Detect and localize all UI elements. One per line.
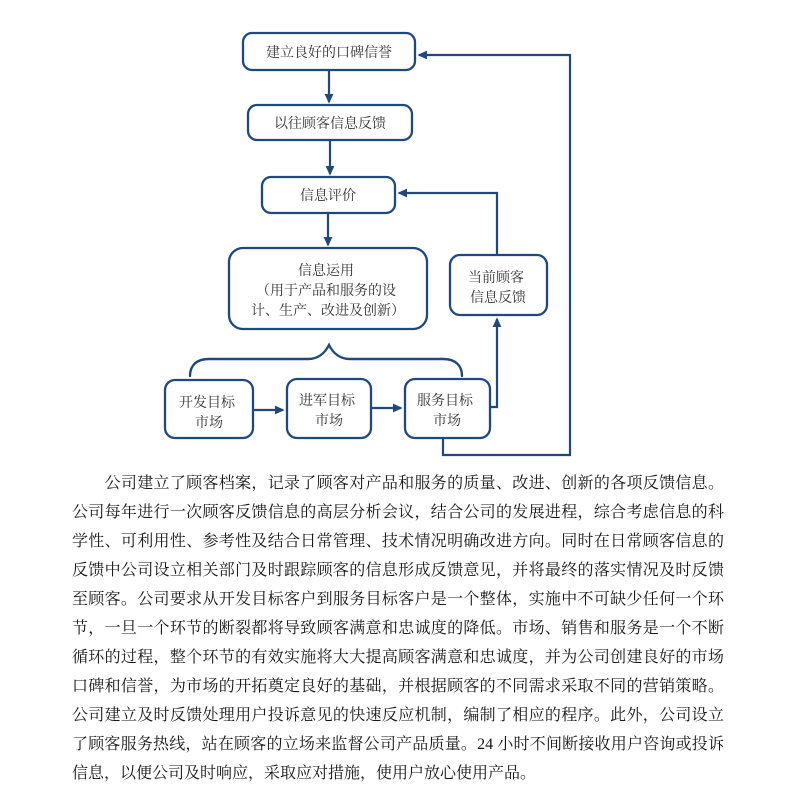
node-serve-market-box [405, 379, 490, 438]
node-past-feedback [248, 105, 412, 140]
node-evaluation [262, 177, 395, 213]
paragraph-line: 节，一旦一个环节的断裂都将导致顾客满意和忠诚度的降低。市场、销售和服务是一个不断 [72, 620, 724, 637]
paragraph-line: 学性、可利用性、参考性及结合日常管理、技术情况明确改进方向。同时在日常顾客信息的 [72, 533, 724, 550]
node-enter-market-box [287, 379, 371, 438]
node-evaluation-label: 信息评价 [300, 187, 356, 203]
node-current-feedback-box [450, 255, 547, 315]
paragraph-line: 了顾客服务热线，站在顾客的立场来监督公司产品质量。24 小时不间断接收用户咨询或投诉 [72, 736, 724, 753]
node-develop-market-label: 开发目标 市场 [179, 394, 236, 430]
node-serve-market-label: 服务目标 市场 [417, 392, 474, 428]
node-past-feedback-label: 以往顾客信息反馈 [274, 115, 386, 131]
node-usage [229, 248, 427, 329]
node-serve-market [405, 379, 490, 438]
paragraph-line: 信息，以便公司及时响应，采取应对措施，使用户放心使用产品。 [72, 765, 537, 782]
node-develop-market [165, 380, 253, 438]
arrow-current-feedback-to-evaluation [399, 193, 497, 255]
grouping-brace [190, 345, 462, 376]
paragraph-line: 反馈中公司设立相关部门及时跟踪顾客的信息形成反馈意见，并将最终的落实情况及时反馈 [72, 562, 724, 579]
node-enter-market [287, 379, 371, 438]
node-enter-market-label: 进军目标 市场 [299, 392, 356, 428]
paragraph-line: 口碑和信誉，为市场的开拓奠定良好的基础，并根据顾客的不同需求采取不同的营销策略。 [72, 678, 724, 695]
paragraph-line: 至顾客。公司要求从开发目标客户到服务目标客户是一个整体，实施中不可缺少任何一个环 [72, 591, 724, 608]
node-current-feedback-label: 当前顾客 信息反馈 [468, 269, 526, 305]
paragraph-line: 循环的过程，整个环节的有效实施将大大提高顾客满意和忠诚度，并为公司创建良好的市场 [72, 649, 724, 666]
node-reputation-label: 建立良好的口碑信誉 [266, 44, 392, 60]
paragraph-line: 公司建立了顾客档案，记录了顾客对产品和服务的质量、改进、创新的各项反馈信息。 [72, 475, 724, 492]
node-reputation [243, 33, 415, 70]
paragraph-line: 公司每年进行一次顾客反馈信息的高层分析会议，结合公司的发展进程，综合考虑信息的科 [72, 504, 724, 521]
body-paragraph [72, 469, 724, 788]
node-usage-label: 信息运用 （用于产品和服务的设 计、生产、改进及创新） [251, 262, 405, 318]
paragraph-line: 公司建立及时反馈处理用户投诉意见的快速反应机制，编制了相应的程序。此外，公司设立 [72, 707, 724, 724]
node-current-feedback [450, 255, 547, 315]
